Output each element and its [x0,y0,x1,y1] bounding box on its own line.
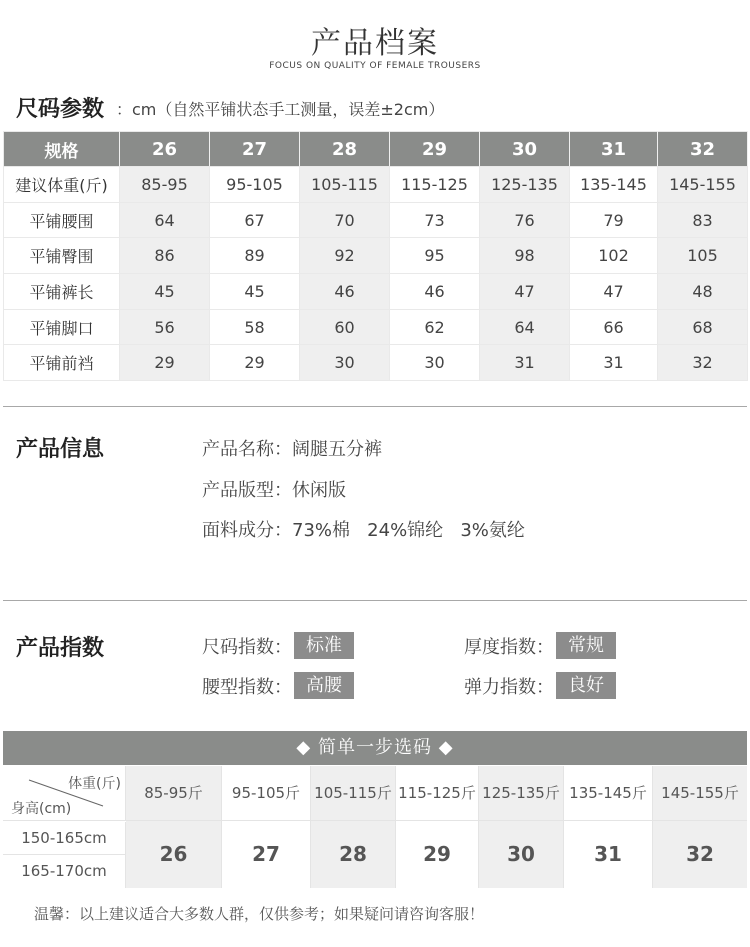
size-section-heading: 尺码参数 [16,97,105,122]
size-header-cell: 31 [570,132,658,167]
index-label: 厚度指数： [464,636,554,658]
table-row [4,238,748,274]
table-cell: 64 [480,309,570,345]
index-size [202,632,354,659]
size-section-note: ：cm（自然平铺状态手工测量，误差±2cm） [116,100,445,119]
table-cell: 89 [210,238,300,274]
table-cell: 105 [658,238,748,274]
quick-select-grid [3,766,747,888]
table-row [4,309,748,345]
quick-select-corner [3,766,126,821]
size-header-cell: 27 [210,132,300,167]
table-cell: 46 [390,274,480,310]
table-cell: 47 [480,274,570,310]
weight-range: 115-125斤 [396,766,478,821]
table-cell: 73 [390,202,480,238]
info-line-fit: 产品版型：休闲版 [202,480,346,501]
size-header-cell: 30 [480,132,570,167]
table-cell: 92 [300,238,390,274]
table-cell: 98 [480,238,570,274]
index-thickness [464,632,616,659]
index-waist [202,672,354,699]
size-header-cell: 29 [390,132,480,167]
quick-select-column [222,766,311,888]
table-cell: 105-115 [300,167,390,203]
table-row [4,274,748,310]
table-cell: 32 [658,345,748,381]
section-divider [3,600,747,601]
quick-select-column [311,766,396,888]
quick-select-column [396,766,479,888]
index-label: 尺码指数： [202,636,292,658]
index-elasticity [464,672,616,699]
quick-select-column [653,766,747,888]
recommended-size: 29 [423,842,451,866]
index-label: 腰型指数： [202,676,292,698]
table-cell: 135-145 [570,167,658,203]
table-cell: 102 [570,238,658,274]
index-value-tag: 高腰 [294,672,354,699]
weight-range: 85-95斤 [126,766,221,821]
table-cell: 46 [300,274,390,310]
table-cell: 67 [210,202,300,238]
table-cell: 56 [120,309,210,345]
size-header-cell: 28 [300,132,390,167]
table-cell: 125-135 [480,167,570,203]
table-cell: 45 [210,274,300,310]
table-cell: 66 [570,309,658,345]
table-cell: 83 [658,202,748,238]
table-cell: 62 [390,309,480,345]
size-header-cell: 26 [120,132,210,167]
size-table-header-row [4,132,748,167]
recommended-size: 26 [159,842,188,866]
row-label: 平铺脚口 [4,309,120,345]
table-cell: 58 [210,309,300,345]
index-label: 弹力指数： [464,676,554,698]
index-section-heading: 产品指数 [16,636,105,661]
recommended-size: 27 [252,842,280,866]
weight-axis-label: 体重(斤) [68,776,121,792]
quick-select-column [564,766,653,888]
row-label: 平铺裤长 [4,274,120,310]
weight-range: 125-135斤 [479,766,563,821]
row-label: 建议体重(斤) [4,167,120,203]
page-title: 产品档案 [311,26,439,61]
quick-select-column [479,766,564,888]
footer-note: 温馨：以上建议适合大多数人群，仅供参考；如果疑问请咨询客服！ [34,905,485,923]
table-cell: 60 [300,309,390,345]
table-cell: 29 [210,345,300,381]
table-cell: 79 [570,202,658,238]
table-cell: 30 [390,345,480,381]
info-section-heading: 产品信息 [16,437,105,462]
weight-range: 95-105斤 [222,766,310,821]
size-header-cell: 32 [658,132,748,167]
table-cell: 47 [570,274,658,310]
table-cell: 86 [120,238,210,274]
quick-select-title: ◆ 简单一步选码 ◆ [3,731,747,765]
row-label: 平铺臀围 [4,238,120,274]
height-axis-label: 身高(cm) [11,801,72,817]
index-value-tag: 标准 [294,632,354,659]
table-row [4,167,748,203]
row-label: 平铺腰围 [4,202,120,238]
info-line-fabric: 面料成分：73%棉 24%锦纶 3%氨纶 [202,520,525,541]
recommended-size: 31 [594,842,622,866]
table-row [4,202,748,238]
table-cell: 68 [658,309,748,345]
weight-range: 105-115斤 [311,766,395,821]
table-row [4,345,748,381]
index-value-tag: 良好 [556,672,616,699]
size-table [3,131,748,381]
row-label: 平铺前裆 [4,345,120,381]
table-cell: 145-155 [658,167,748,203]
table-cell: 31 [570,345,658,381]
weight-range: 135-145斤 [564,766,652,821]
index-value-tag: 常规 [556,632,616,659]
table-cell: 45 [120,274,210,310]
table-cell: 115-125 [390,167,480,203]
table-cell: 76 [480,202,570,238]
table-cell: 95-105 [210,167,300,203]
height-row-label: 165-170cm [3,855,126,888]
page-subtitle: FOCUS ON QUALITY OF FEMALE TROUSERS [269,61,481,71]
height-row-label: 150-165cm [3,822,126,855]
table-cell: 64 [120,202,210,238]
size-table-corner: 规格 [4,132,120,167]
recommended-size: 30 [507,842,535,866]
table-cell: 70 [300,202,390,238]
table-cell: 95 [390,238,480,274]
table-cell: 31 [480,345,570,381]
recommended-size: 28 [339,842,367,866]
table-cell: 30 [300,345,390,381]
section-divider [3,406,747,407]
weight-range: 145-155斤 [653,766,747,821]
table-cell: 85-95 [120,167,210,203]
info-line-name: 产品名称：阔腿五分裤 [202,439,382,460]
recommended-size: 32 [686,842,714,866]
quick-select-column [126,766,222,888]
table-cell: 48 [658,274,748,310]
table-cell: 29 [120,345,210,381]
